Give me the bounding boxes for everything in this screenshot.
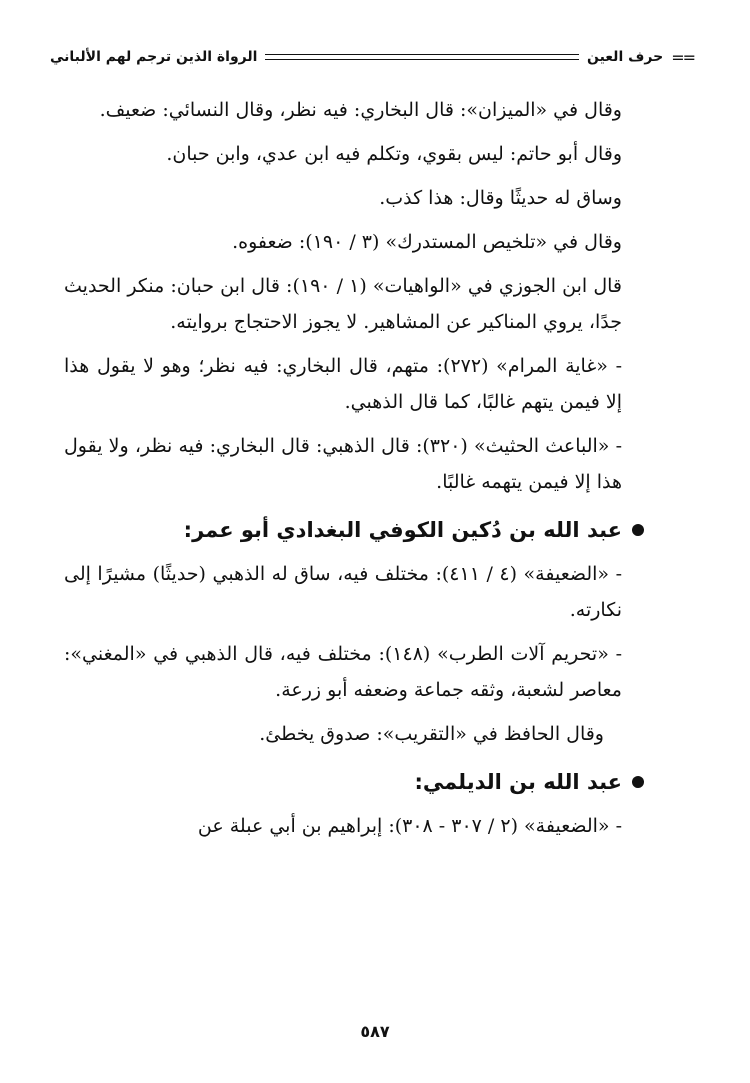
header-section-title: حرف العين	[586, 49, 664, 65]
header-book-title: الرواة الذين ترجم لهم الألباني	[50, 49, 258, 65]
header-dash: ==	[671, 47, 694, 67]
page-body	[64, 92, 644, 852]
paragraph: - «غاية المرام» (٢٧٢): متهم، قال البخاري: فيه نظر؛ وهو لا يقول هذا إلا فيمن يتهم غالبًا، كما قال الذهبي.	[64, 355, 622, 413]
entry-heading-text: عبد الله بن الديلمي:	[414, 770, 622, 794]
bullet-icon	[632, 776, 644, 788]
paragraph: - «الباعث الحثيث» (٣٢٠): قال الذهبي: قال البخاري: فيه نظر، ولا يقول هذا إلا فيمن يتهمه غالبًا.	[64, 435, 622, 493]
entry-heading	[64, 512, 644, 548]
paragraph: وقال أبو حاتم: ليس بقوي، وتكلم فيه ابن عدي، وابن حبان.	[166, 143, 622, 165]
running-header	[50, 42, 694, 72]
paragraph: - «الضعيفة» (٤ / ٤١١): مختلف فيه، ساق له الذهبي (حديثًا) مشيرًا إلى نكارته.	[64, 563, 622, 621]
paragraph: وقال في «الميزان»: قال البخاري: فيه نظر، وقال النسائي: ضعيف.	[99, 99, 622, 121]
paragraph: قال ابن الجوزي في «الواهيات» (١ / ١٩٠): قال ابن حبان: منكر الحديث جدًا، يروي المناكير عن المشاهير. لا يجوز الاحتجاج بروايته.	[64, 275, 622, 333]
paragraph: وقال في «تلخيص المستدرك» (٣ / ١٩٠): ضعفوه.	[232, 231, 622, 253]
header-rule	[265, 54, 579, 60]
paragraph: وساق له حديثًا وقال: هذا كذب.	[379, 187, 622, 209]
paragraph: وقال الحافظ في «التقريب»: صدوق يخطئ.	[259, 723, 604, 745]
page-number: ٥٨٧	[360, 1022, 390, 1041]
paragraph: - «تحريم آلات الطرب» (١٤٨): مختلف فيه، قال الذهبي في «المغني»: معاصر لشعبة، وثقه جماعة وضعفه أبو زرعة.	[64, 643, 623, 701]
entry-heading	[64, 764, 644, 800]
bullet-icon	[632, 524, 644, 536]
entry-heading-text: عبد الله بن دُكين الكوفي البغدادي أبو عمر:	[183, 518, 622, 542]
paragraph: - «الضعيفة» (٢ / ٣٠٧ - ٣٠٨): إبراهيم بن أبي عبلة عن	[197, 815, 622, 837]
